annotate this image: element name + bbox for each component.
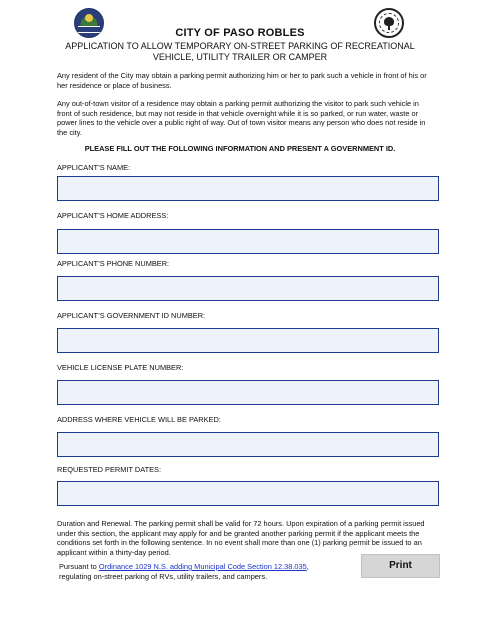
duration-renewal-paragraph: Duration and Renewal. The parking permit shall be valid for 72 hours. Upon expiration of a parking permit issued under this section, the applicant may apply for and be granted another parking permit if the applicant meets the conditions set forth in the following sentence. In no event shall more than one (1) parking permit be issued to an applicant within a thirty-day period. — [57, 519, 425, 557]
ordinance-line-2: regulating on-street parking of RVs, utility trailers, and campers. — [59, 572, 268, 581]
government-id-field[interactable] — [57, 328, 439, 353]
home-address-field[interactable] — [57, 229, 439, 254]
resident-paragraph: Any resident of the City may obtain a parking permit authorizing him or her to park such a vehicle in front of his or her residence or place of business. — [57, 71, 427, 90]
instructions-notice: PLEASE FILL OUT THE FOLLOWING INFORMATION AND PRESENT A GOVERNMENT ID. — [84, 144, 396, 153]
page-title: CITY OF PASO ROBLES — [175, 27, 305, 39]
ordinance-prefix: Pursuant to — [59, 562, 99, 571]
applicant-name-label: APPLICANT’S NAME: — [57, 163, 131, 172]
phone-number-label: APPLICANT’S PHONE NUMBER: — [57, 259, 170, 268]
parking-address-field[interactable] — [57, 432, 439, 457]
ordinance-link[interactable]: Ordinance 1029 N.S. adding Municipal Code Section 12.38.035 — [98, 562, 307, 571]
visitor-paragraph: Any out-of-town visitor of a residence may obtain a parking permit authorizing the visitor to park such vehicle in front of such residence, but may not reside in that vehicle overnight while it is so parked, or run water, waste or power lines to the vehicle over a public right of way. Out of town visitor means any person who does not reside in the city. — [57, 99, 426, 137]
parking-address-label: ADDRESS WHERE VEHICLE WILL BE PARKED: — [57, 415, 221, 424]
subtitle-line-2: VEHICLE, UTILITY TRAILER OR CAMPER — [152, 52, 328, 62]
ordinance-suffix: , — [306, 562, 309, 571]
ordinance-line-1 — [59, 562, 309, 572]
home-address-label: APPLICANT’S HOME ADDRESS: — [57, 211, 169, 220]
applicant-name-field[interactable] — [57, 176, 439, 201]
print-button[interactable]: Print — [361, 554, 440, 578]
permit-dates-field[interactable] — [57, 481, 439, 506]
government-id-label: APPLICANT’S GOVERNMENT ID NUMBER: — [57, 311, 206, 320]
ordinance-reference — [59, 562, 309, 582]
license-plate-label: VEHICLE LICENSE PLATE NUMBER: — [57, 363, 184, 372]
permit-dates-label: REQUESTED PERMIT DATES: — [57, 465, 162, 474]
license-plate-field[interactable] — [57, 380, 439, 405]
phone-number-field[interactable] — [57, 276, 439, 301]
form-subtitle — [0, 41, 480, 63]
subtitle-line-1: APPLICATION TO ALLOW TEMPORARY ON-STREET PARKING OF RECREATIONAL — [65, 41, 415, 51]
